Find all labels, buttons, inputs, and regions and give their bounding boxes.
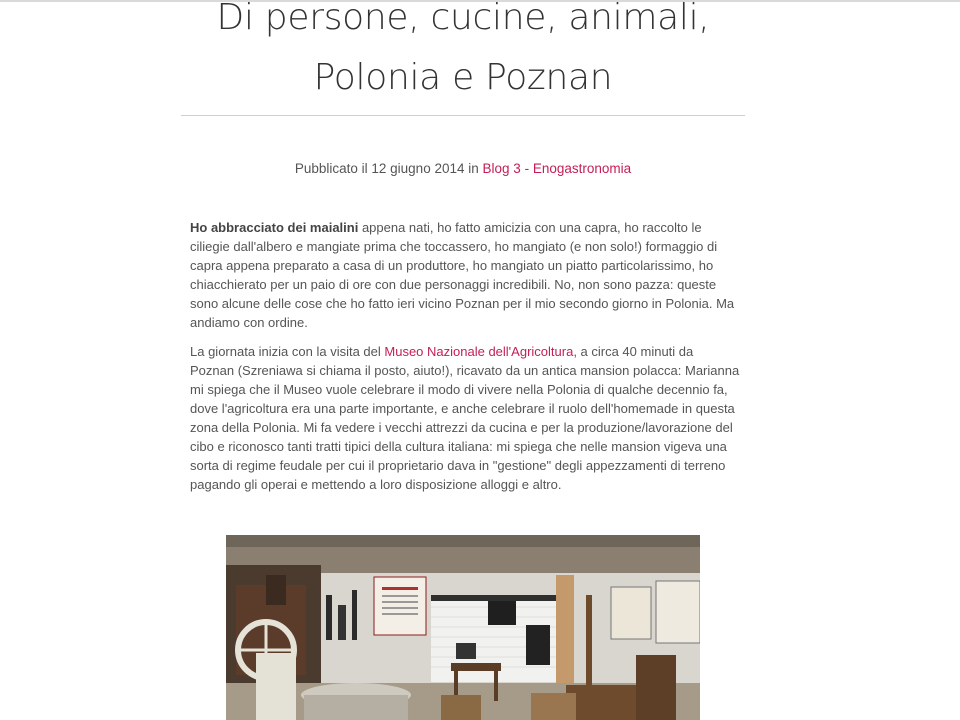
category-link-blog3[interactable]: Blog 3: [482, 161, 521, 176]
museum-link[interactable]: Museo Nazionale dell'Agricoltura: [384, 344, 574, 359]
paragraph-1: [190, 218, 740, 332]
museum-kitchen-photo: [226, 535, 700, 720]
post-title-line-2: Polonia e Poznan: [313, 57, 613, 98]
meta-in: in: [468, 161, 479, 176]
paragraph-2-text-after: , a circa 40 minuti da Poznan (Szreniawa si chiama il posto, aiuto!), ricavato da un antica mansion polacca: Marianna mi spiega che il Museo vuole celebrare il modo di vivere nella Polonia di qualche decennio fa, dove l'agricoltura era una parte importante, e anche celebrare il ruolo dell'homemade in questa zona della Polonia. Mi fa vedere i vecchi attrezzi da cucina e per la produzione/lavorazione del cibo e riconosco tanti tratti tipici della cultura italiana: mi spiega che nelle mansion vigeva una sorta di regime feudale per cui il proprietario dava in "gestione" degli appezzamenti di terreno pagando gli operai e mettendo a loro disposizione alloggi e altro.: [190, 344, 740, 492]
post-title-line-1: Di persone, cucine, animali,: [216, 0, 710, 38]
paragraph-1-text: appena nati, ho fatto amicizia con una capra, ho raccolto le ciliegie dall'albero e mangiate prima che toccassero, ho mangiato (e non solo!) formaggio di capra appena preparato a casa di un produttore, ho mangiato un piatto particolarissimo, ho chiacchierato per un paio di ore con due personaggi incredibili. No, non sono pazza: queste sono alcune delle cose che ho fatto ieri vicino Poznan per il mio secondo giorno in Polonia. Ma andiamo con ordine.: [190, 220, 735, 330]
post-meta: [181, 158, 745, 180]
post-date: 12 giugno 2014: [371, 161, 465, 176]
meta-prefix: Pubblicato il: [294, 161, 368, 176]
paragraph-2-text-before: La giornata inizia con la visita del: [190, 344, 385, 359]
category-separator: -: [524, 161, 530, 176]
paragraph-1-bold: Ho abbracciato dei maialini: [190, 220, 359, 235]
post-title: [181, 0, 745, 108]
post-content: [190, 218, 740, 504]
museum-kitchen-illustration: [226, 535, 700, 720]
category-link-enogastronomia[interactable]: Enogastronomia: [532, 161, 632, 176]
paragraph-2: [190, 342, 740, 494]
title-divider: [181, 115, 745, 116]
